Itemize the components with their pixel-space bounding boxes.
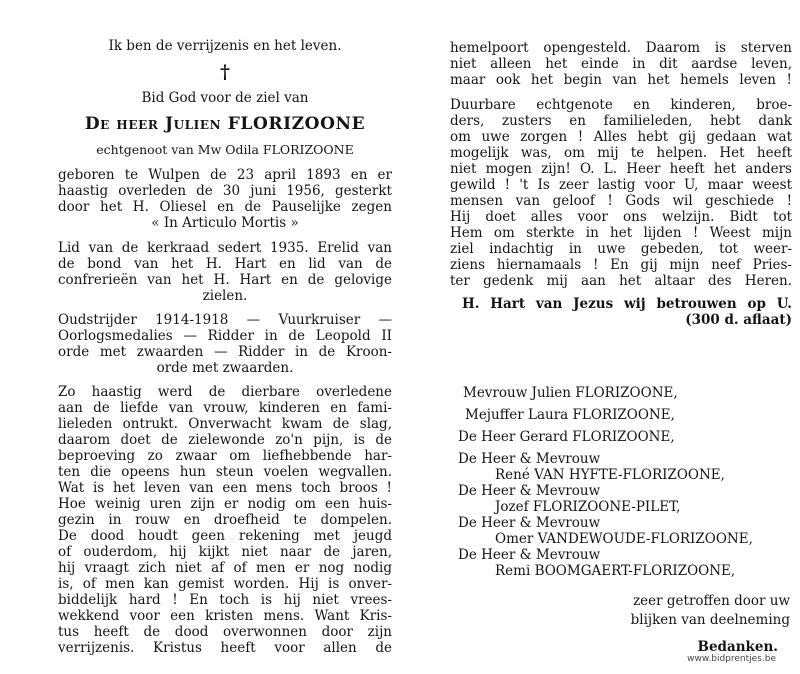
family-member: De Heer & Mevrouw <box>458 451 601 467</box>
membership-line: Lid van de kerkraad sedert 1935. Erelid van <box>58 240 392 256</box>
text-line: mogelijk was, om mij te helpen. Het heeft <box>450 145 792 161</box>
text-line: hij vraagt zich niet af of men er nog nodig <box>58 560 392 576</box>
text-line: hemelpoort opengesteld. Daarom is sterven <box>450 40 792 56</box>
text-line: tus heeft de dood overwonnen door zijn <box>58 624 392 640</box>
text-line: Hem om sterkte in het lijden ! Weest mijn <box>450 225 792 241</box>
birth-line: geboren te Wulpen de 23 april 1893 en er <box>58 167 392 183</box>
text-line: beproeving zo zwaar om liefhebbende har- <box>58 448 392 464</box>
text-line: De dood houdt geen rekening met jeugd <box>58 528 392 544</box>
indulgence: (300 d. aflaat) <box>685 312 792 328</box>
membership-line: de bond van het H. Hart en lid van de <box>58 256 392 272</box>
invocation: H. Hart van Jezus wij betrouwen op U. <box>462 296 792 312</box>
text-line: aan de liefde van vrouw, kinderen en fami- <box>58 400 392 416</box>
text-line: ten die opeens hun steun voelen wegvallen. <box>58 464 392 480</box>
military-line: orde met zwaarden — Ridder in de Kroon- <box>58 344 392 360</box>
membership-line: confrerieën van het H. Hart en de gelovige <box>58 272 392 288</box>
family-member: Mejuffer Laura FLORIZOONE, <box>465 407 675 423</box>
family-member: Omer VANDEWOUDE-FLORIZOONE, <box>495 531 753 547</box>
verse: Ik ben de verrijzenis en het leven. <box>108 38 342 54</box>
text-line: gezin in rouw en droefheid te dompelen. <box>58 512 392 528</box>
military-line: orde met zwaarden. <box>156 360 294 376</box>
text-line: om uwe zorgen ! Alles hebt gij gedaan wat <box>450 129 792 145</box>
text-line: biddelijk hard ! En toch is hij niet vrees- <box>58 592 392 608</box>
closing-thanks: Bedanken. <box>697 639 778 655</box>
closing-line: blijken van deelneming <box>630 612 790 628</box>
birth-line: « In Articulo Mortis » <box>151 215 299 231</box>
military-line: Oudstrijder 1914-1918 — Vuurkruiser — <box>58 312 392 328</box>
birth-line: door het H. Oliesel en de Pauselijke zegen <box>58 199 392 215</box>
text-line: ziel indachtig in uwe gebeden, tot weer- <box>450 241 792 257</box>
text-line: gewild ! 't Is zeer lastig voor U, maar weest <box>450 177 792 193</box>
spouse-line: echtgenoot van Mw Odila FLORIZOONE <box>96 142 354 157</box>
prayer-line: Bid God voor de ziel van <box>141 90 309 106</box>
text-line: Hij doet alles voor ons welzijn. Bidt tot <box>450 209 792 225</box>
text-line: is, of men kan gemist worden. Hij is onver- <box>58 576 392 592</box>
birth-line: haastig overleden de 30 juni 1956, gesterkt <box>58 183 392 199</box>
family-member: De Heer & Mevrouw <box>458 547 601 563</box>
text-line: lieleden ontrukt. Onverwacht kwam de slag, <box>58 416 392 432</box>
text-line: ter gedenk mij aan het altaar des Heren. <box>450 273 792 289</box>
watermark: www.bidprentjes.be <box>687 654 776 664</box>
deceased-name: De heer Julien FLORIZOONE <box>84 114 366 134</box>
text-line: niet mogen zijn! O. L. Heer heeft het anders <box>450 161 792 177</box>
text-line: daarom doet de zielewonde zo'n pijn, is de <box>58 432 392 448</box>
family-member: De Heer & Mevrouw <box>458 483 601 499</box>
family-member: Mevrouw Julien FLORIZOONE, <box>463 385 678 401</box>
text-line: of ouderdom, hij kijkt niet naar de jaren, <box>58 544 392 560</box>
text-line: mensen van geloof ! Gods wil geschiede ! <box>450 193 792 209</box>
family-member: De Heer Gerard FLORIZOONE, <box>458 429 675 445</box>
cross-icon: † <box>220 61 230 83</box>
family-member: René VAN HYFTE-FLORIZOONE, <box>495 467 725 483</box>
text-line: Duurbare echtgenote en kinderen, broe- <box>450 97 792 113</box>
family-member: De Heer & Mevrouw <box>458 515 601 531</box>
family-member: Remi BOOMGAERT-FLORIZOONE, <box>495 563 736 579</box>
text-line: Hoe weinig uren zijn er nodig om een huis- <box>58 496 392 512</box>
text-line: ders, zusters en familieleden, hebt dank <box>450 113 792 129</box>
text-line: ziens hiernamaals ! En gij mijn neef Pries- <box>450 257 792 273</box>
text-line: Wat is het leven van een mens toch broos ! <box>58 480 392 496</box>
military-line: Oorlogsmedalies — Ridder in de Leopold II <box>58 328 392 344</box>
closing-line: zeer getroffen door uw <box>633 593 790 609</box>
text-line: Zo haastig werd de dierbare overledene <box>58 384 392 400</box>
membership-line: zielen. <box>202 288 248 304</box>
text-line: maar ook het begin van het hemels leven ! <box>450 72 792 88</box>
family-member: Jozef FLORIZOONE-PILET, <box>495 499 681 515</box>
text-line: wekkend voor een kristen mens. Want Kris- <box>58 608 392 624</box>
text-line: verrijzenis. Kristus heeft voor allen de <box>58 640 392 656</box>
text-line: niet alleen het einde in dit aardse leven, <box>450 56 792 72</box>
